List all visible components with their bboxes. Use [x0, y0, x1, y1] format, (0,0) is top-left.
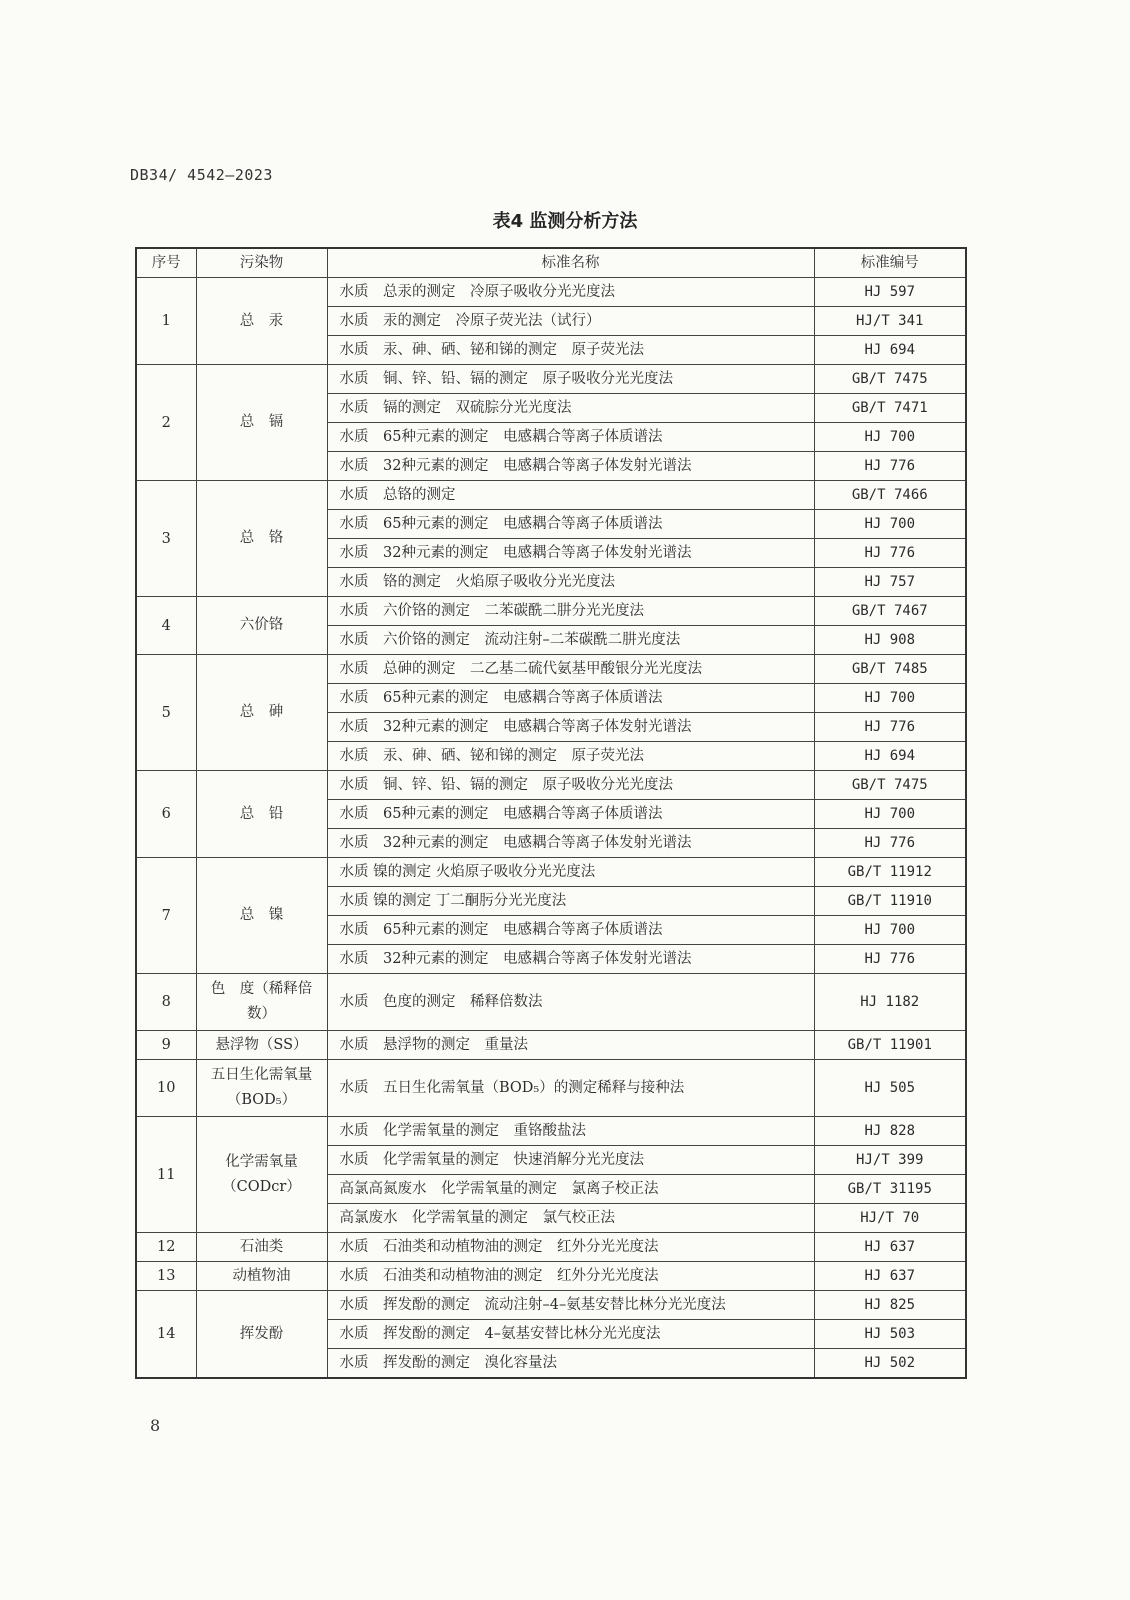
table-row [136, 1117, 966, 1146]
cell-standard-code: HJ 776 [814, 713, 966, 742]
table-row [136, 278, 966, 307]
header-standard-code: 标准编号 [814, 248, 966, 278]
cell-pollutant: 总 铬 [196, 481, 327, 597]
cell-standard-code: GB/T 31195 [814, 1175, 966, 1204]
table-row [136, 858, 966, 887]
cell-pollutant: 总 汞 [196, 278, 327, 365]
cell-standard-code: HJ 637 [814, 1262, 966, 1291]
cell-standard-name: 水质 32种元素的测定 电感耦合等离子体发射光谱法 [327, 945, 814, 974]
cell-standard-code: HJ 502 [814, 1349, 966, 1379]
cell-standard-name: 水质 32种元素的测定 电感耦合等离子体发射光谱法 [327, 539, 814, 568]
cell-pollutant: 六价铬 [196, 597, 327, 655]
cell-standard-code: HJ 694 [814, 336, 966, 365]
cell-standard-name: 水质 铜、锌、铅、镉的测定 原子吸收分光光度法 [327, 771, 814, 800]
cell-pollutant: 总 镉 [196, 365, 327, 481]
cell-no: 11 [136, 1117, 196, 1233]
cell-standard-code: HJ 700 [814, 423, 966, 452]
cell-no: 4 [136, 597, 196, 655]
cell-standard-code: HJ 503 [814, 1320, 966, 1349]
table-row [136, 771, 966, 800]
cell-no: 9 [136, 1031, 196, 1060]
cell-standard-code: HJ 828 [814, 1117, 966, 1146]
cell-standard-code: HJ 700 [814, 800, 966, 829]
cell-standard-name: 水质 铬的测定 火焰原子吸收分光光度法 [327, 568, 814, 597]
cell-standard-code: GB/T 7475 [814, 365, 966, 394]
cell-no: 2 [136, 365, 196, 481]
header-no: 序号 [136, 248, 196, 278]
cell-pollutant: 动植物油 [196, 1262, 327, 1291]
cell-pollutant: 五日生化需氧量（BOD₅） [196, 1060, 327, 1117]
table-row [136, 655, 966, 684]
cell-standard-name: 水质 汞、砷、硒、铋和锑的测定 原子荧光法 [327, 336, 814, 365]
cell-standard-name: 水质 32种元素的测定 电感耦合等离子体发射光谱法 [327, 829, 814, 858]
table-row [136, 1060, 966, 1117]
cell-standard-code: GB/T 7471 [814, 394, 966, 423]
cell-standard-name: 水质 65种元素的测定 电感耦合等离子体质谱法 [327, 684, 814, 713]
cell-standard-code: HJ 776 [814, 829, 966, 858]
header-standard-name: 标准名称 [327, 248, 814, 278]
cell-no: 10 [136, 1060, 196, 1117]
table-header-row [136, 248, 966, 278]
cell-standard-name: 水质 五日生化需氧量（BOD₅）的测定稀释与接种法 [327, 1060, 814, 1117]
cell-standard-name: 水质 总汞的测定 冷原子吸收分光光度法 [327, 278, 814, 307]
cell-standard-name: 水质 32种元素的测定 电感耦合等离子体发射光谱法 [327, 452, 814, 481]
table-row [136, 481, 966, 510]
cell-no: 14 [136, 1291, 196, 1379]
cell-standard-code: HJ 776 [814, 539, 966, 568]
cell-standard-name: 水质 65种元素的测定 电感耦合等离子体质谱法 [327, 510, 814, 539]
cell-standard-name: 水质 悬浮物的测定 重量法 [327, 1031, 814, 1060]
cell-standard-code: HJ 776 [814, 945, 966, 974]
table-row [136, 1233, 966, 1262]
table-row [136, 1031, 966, 1060]
cell-standard-name: 水质 镉的测定 双硫腙分光光度法 [327, 394, 814, 423]
cell-standard-name: 水质 六价铬的测定 流动注射–二苯碳酰二肼光度法 [327, 626, 814, 655]
cell-standard-name: 水质 铜、锌、铅、镉的测定 原子吸收分光光度法 [327, 365, 814, 394]
cell-standard-code: HJ 700 [814, 684, 966, 713]
cell-standard-code: GB/T 7466 [814, 481, 966, 510]
cell-standard-code: HJ/T 341 [814, 307, 966, 336]
cell-standard-code: HJ 776 [814, 452, 966, 481]
cell-standard-code: GB/T 11910 [814, 887, 966, 916]
cell-no: 1 [136, 278, 196, 365]
cell-pollutant: 挥发酚 [196, 1291, 327, 1379]
cell-standard-code: HJ 700 [814, 916, 966, 945]
cell-standard-code: HJ 694 [814, 742, 966, 771]
cell-standard-code: HJ 825 [814, 1291, 966, 1320]
cell-standard-code: HJ 700 [814, 510, 966, 539]
cell-no: 12 [136, 1233, 196, 1262]
cell-standard-name: 水质 化学需氧量的测定 快速消解分光光度法 [327, 1146, 814, 1175]
cell-standard-name: 水质 65种元素的测定 电感耦合等离子体质谱法 [327, 423, 814, 452]
cell-standard-code: HJ 908 [814, 626, 966, 655]
cell-no: 6 [136, 771, 196, 858]
cell-standard-name: 水质 六价铬的测定 二苯碳酰二肼分光光度法 [327, 597, 814, 626]
cell-standard-code: GB/T 7485 [814, 655, 966, 684]
cell-standard-name: 水质 总砷的测定 二乙基二硫代氨基甲酸银分光光度法 [327, 655, 814, 684]
cell-standard-code: HJ/T 70 [814, 1204, 966, 1233]
table-title: 表4 监测分析方法 [492, 211, 638, 232]
table-row [136, 365, 966, 394]
cell-standard-name: 水质 总铬的测定 [327, 481, 814, 510]
cell-standard-code: HJ 505 [814, 1060, 966, 1117]
cell-pollutant: 色 度（稀释倍数） [196, 974, 327, 1031]
cell-standard-name: 水质 汞的测定 冷原子荧光法（试行） [327, 307, 814, 336]
cell-pollutant: 总 镍 [196, 858, 327, 974]
table-row [136, 1262, 966, 1291]
cell-standard-name: 水质 石油类和动植物油的测定 红外分光光度法 [327, 1233, 814, 1262]
cell-standard-code: HJ 637 [814, 1233, 966, 1262]
cell-standard-name: 水质 色度的测定 稀释倍数法 [327, 974, 814, 1031]
cell-standard-name: 水质 32种元素的测定 电感耦合等离子体发射光谱法 [327, 713, 814, 742]
cell-standard-name: 水质 化学需氧量的测定 重铬酸盐法 [327, 1117, 814, 1146]
cell-standard-code: HJ/T 399 [814, 1146, 966, 1175]
cell-standard-name: 水质 65种元素的测定 电感耦合等离子体质谱法 [327, 800, 814, 829]
cell-standard-name: 水质 汞、砷、硒、铋和锑的测定 原子荧光法 [327, 742, 814, 771]
cell-no: 13 [136, 1262, 196, 1291]
cell-standard-code: HJ 1182 [814, 974, 966, 1031]
table-row [136, 1291, 966, 1320]
page-number: 8 [150, 1416, 161, 1435]
cell-standard-name: 高氯高氮废水 化学需氧量的测定 氯离子校正法 [327, 1175, 814, 1204]
cell-no: 5 [136, 655, 196, 771]
cell-no: 8 [136, 974, 196, 1031]
cell-standard-name: 高氯废水 化学需氧量的测定 氯气校正法 [327, 1204, 814, 1233]
cell-pollutant: 石油类 [196, 1233, 327, 1262]
cell-no: 3 [136, 481, 196, 597]
table-row [136, 597, 966, 626]
document-code: DB34/ 4542—2023 [130, 166, 273, 184]
cell-standard-name: 水质 镍的测定 丁二酮肟分光光度法 [327, 887, 814, 916]
cell-standard-name: 水质 挥发酚的测定 溴化容量法 [327, 1349, 814, 1379]
cell-pollutant: 化学需氧量（CODcr） [196, 1117, 327, 1233]
monitoring-methods-table [135, 247, 967, 1379]
cell-standard-code: GB/T 11912 [814, 858, 966, 887]
cell-standard-code: HJ 757 [814, 568, 966, 597]
cell-standard-name: 水质 65种元素的测定 电感耦合等离子体质谱法 [327, 916, 814, 945]
cell-standard-code: GB/T 7475 [814, 771, 966, 800]
cell-pollutant: 悬浮物（SS） [196, 1031, 327, 1060]
cell-standard-name: 水质 挥发酚的测定 流动注射–4–氨基安替比林分光光度法 [327, 1291, 814, 1320]
cell-standard-code: HJ 597 [814, 278, 966, 307]
cell-standard-name: 水质 镍的测定 火焰原子吸收分光光度法 [327, 858, 814, 887]
cell-no: 7 [136, 858, 196, 974]
cell-standard-code: GB/T 11901 [814, 1031, 966, 1060]
table-row [136, 974, 966, 1031]
header-pollutant: 污染物 [196, 248, 327, 278]
cell-standard-code: GB/T 7467 [814, 597, 966, 626]
cell-standard-name: 水质 挥发酚的测定 4–氨基安替比林分光光度法 [327, 1320, 814, 1349]
cell-pollutant: 总 砷 [196, 655, 327, 771]
cell-pollutant: 总 铅 [196, 771, 327, 858]
cell-standard-name: 水质 石油类和动植物油的测定 红外分光光度法 [327, 1262, 814, 1291]
